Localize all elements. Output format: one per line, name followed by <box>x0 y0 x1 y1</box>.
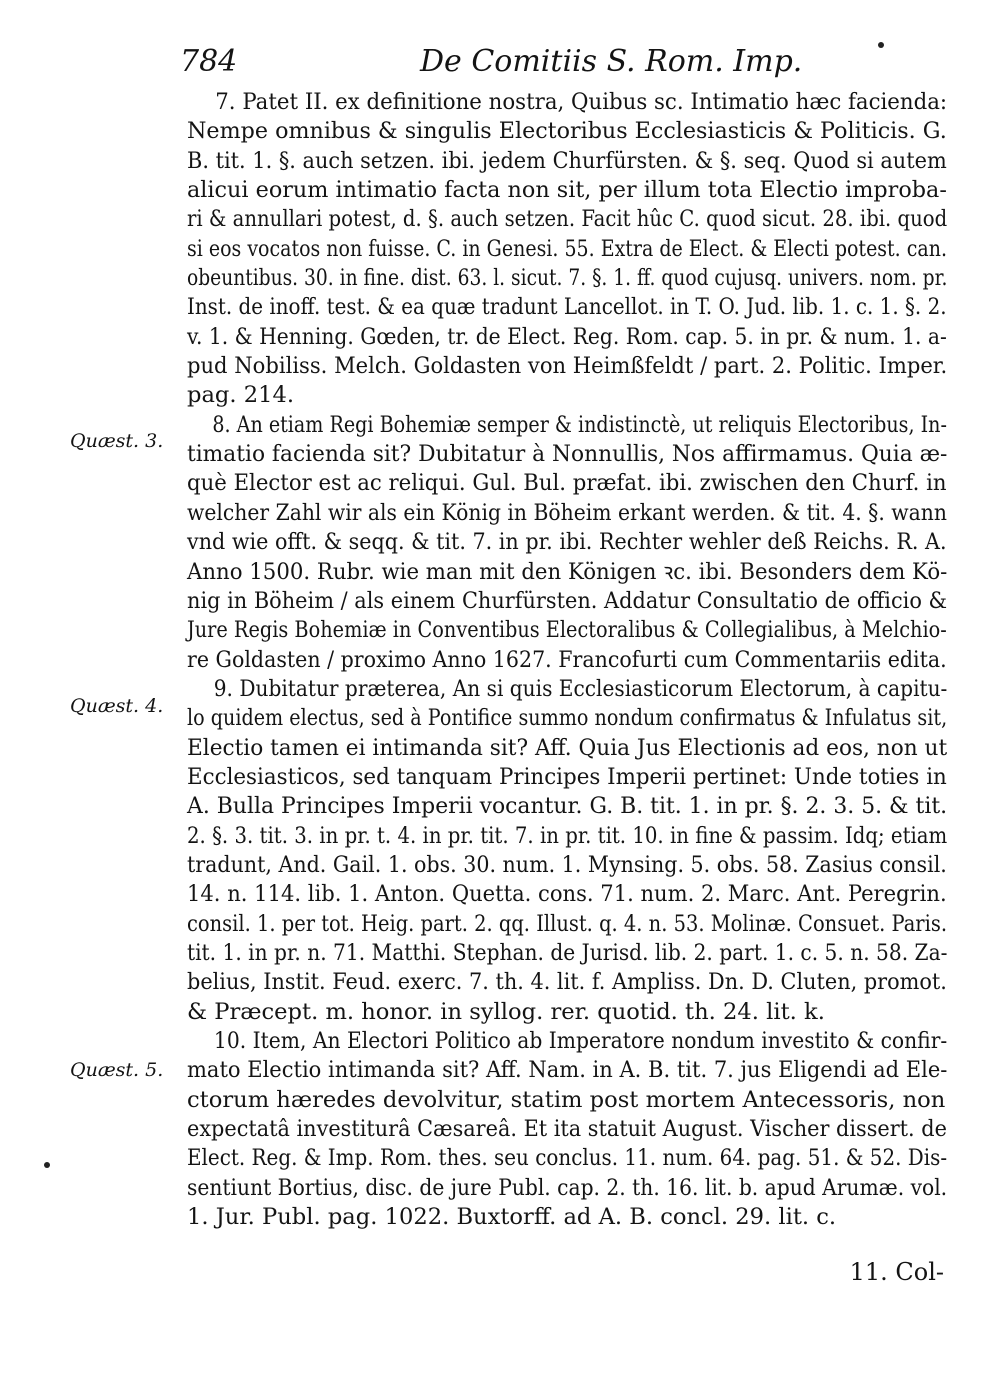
text-line: timatio facienda sit? Dubitatur à Nonnullis, Nos affirmamus. Quia æ- <box>187 441 948 468</box>
text-line: consil. 1. per tot. Heig. part. 2. qq. Illust. q. 4. n. 53. Molinæ. Consuet. Paris. <box>187 910 948 937</box>
text-line: B. tit. 1. §. auch setzen. ibi. jedem Churfürsten. & §. seq. Quod si autem <box>187 147 947 174</box>
text-line: ctorum hæredes devolvitur, statim post mortem Antecessoris, non <box>187 1086 946 1113</box>
text-line: 9. Dubitatur præterea, An si quis Ecclesiasticorum Electorum, à capitu- <box>213 675 948 702</box>
text-line: lo quidem electus, sed à Pontifice summo nondum confirmatus & Infulatus sit, <box>187 705 948 732</box>
text-line: expectatâ investiturâ Cæsareâ. Et ita statuit August. Vischer dissert. de <box>187 1116 947 1143</box>
text-line: pag. 214. <box>187 382 295 409</box>
text-line: tit. 1. in pr. n. 71. Matthi. Stephan. de Jurisd. lib. 2. part. 1. c. 5. n. 58. Za- <box>187 939 948 966</box>
margin-note-quaest-3: Quæst. 3. <box>70 430 164 452</box>
ink-speck <box>44 1162 50 1168</box>
text-line: Ecclesiasticos, sed tanquam Principes Imperii pertinet: Unde toties in <box>187 763 947 790</box>
text-line: re Goldasten / proximo Anno 1627. Francofurti cum Commentariis edita. <box>187 646 947 673</box>
page-number: 784 <box>180 44 238 79</box>
text-line: obeuntibus. 30. in fine. dist. 63. l. sicut. 7. §. 1. ff. quod cujusq. univers. nom. pr. <box>187 265 948 292</box>
text-line: 8. An etiam Regi Bohemiæ semper & indistinctè, ut reliquis Electoribus, In- <box>212 411 947 438</box>
text-line: & Præcept. m. honor. in syllog. rer. quotid. th. 24. lit. k. <box>187 998 825 1025</box>
text-line: welcher Zahl wir als ein König in Böheim erkant werden. & tit. 4. §. wann <box>187 499 947 526</box>
text-line: vnd wie offt. & seqq. & tit. 7. in pr. ibi. Rechter wehler deß Reichs. R. A. <box>187 529 947 556</box>
text-line: Electio tamen ei intimanda sit? Aff. Quia Jus Electionis ad eos, non ut <box>187 734 948 761</box>
text-line: 14. n. 114. lib. 1. Anton. Quetta. cons. 71. num. 2. Marc. Ant. Peregrin. <box>187 881 947 908</box>
body-text <box>187 88 947 1232</box>
text-line: 7. Patet II. ex definitione nostra, Quibus sc. Intimatio hæc facienda: <box>215 89 948 115</box>
text-line: 1. Jur. Publ. pag. 1022. Buxtorff. ad A. B. concl. 29. lit. c. <box>187 1204 837 1231</box>
text-line: Jure Regis Bohemiæ in Conventibus Electoralibus & Collegialibus, à Melchio- <box>187 617 947 644</box>
text-line: Anno 1500. Rubr. wie man mit den Königen ꝛc. ibi. Besonders dem Kö- <box>187 558 948 585</box>
margin-note-quaest-5: Quæst. 5. <box>70 1059 164 1081</box>
running-title: De Comitiis S. Rom. Imp. <box>420 44 803 79</box>
text-line: 2. §. 3. tit. 3. in pr. t. 4. in pr. tit. 7. in pr. tit. 10. in fine & passim. Idq; etiam <box>187 822 948 849</box>
text-line: mato Electio intimanda sit? Aff. Nam. in A. B. tit. 7. jus Eligendi ad Ele- <box>187 1057 948 1084</box>
text-line: 10. Item, An Electori Politico ab Imperatore nondum investito & confir- <box>213 1028 948 1054</box>
text-line: belius, Instit. Feud. exerc. 7. th. 4. lit. f. Ampliss. Dn. D. Cluten, promot. <box>187 969 947 996</box>
text-line: alicui eorum intimatio facta non sit, per illum tota Electio improba- <box>187 177 947 204</box>
margin-note-quaest-4: Quæst. 4. <box>70 695 164 717</box>
text-line: Elect. Reg. & Imp. Rom. thes. seu conclus. 11. num. 64. pag. 51. & 52. Dis- <box>187 1145 948 1172</box>
page-header <box>180 44 803 84</box>
text-line: Nempe omnibus & singulis Electoribus Ecclesiasticis & Politicis. G. <box>187 118 947 145</box>
text-line: v. 1. & Henning. Gœden, tr. de Elect. Reg. Rom. cap. 5. in pr. & num. 1. a- <box>187 323 947 350</box>
text-line: què Elector est ac reliqui. Gul. Bul. præfat. ibi. zwischen den Churf. in <box>187 470 947 497</box>
ink-speck <box>878 42 884 48</box>
text-line: ri & annullari potest, d. §. auch setzen. Facit hûc C. quod sicut. 28. ibi. quod <box>187 206 948 233</box>
text-line: si eos vocatos non fuisse. C. in Genesi. 55. Extra de Elect. & Electi potest. can. <box>187 235 948 262</box>
text-line: pud Nobiliss. Melch. Goldasten von Heimßfeldt / part. 2. Politic. Imper. <box>187 353 948 380</box>
catchword: 11. Col- <box>849 1258 944 1286</box>
text-line: nig in Böheim / als einem Churfürsten. Addatur Consultatio de officio & <box>187 587 948 614</box>
text-line: sentiunt Bortius, disc. de jure Publ. cap. 2. th. 16. lit. b. apud Arumæ. vol. <box>187 1174 948 1201</box>
text-line: Inst. de inoff. test. & ea quæ tradunt Lancellot. in T. O. Jud. lib. 1. c. 1. §. 2. <box>187 294 947 321</box>
text-line: A. Bulla Principes Imperii vocantur. G. B. tit. 1. in pr. §. 2. 3. 5. & tit. <box>187 793 948 820</box>
text-line: tradunt, And. Gail. 1. obs. 30. num. 1. Mynsing. 5. obs. 58. Zasius consil. <box>187 851 947 878</box>
